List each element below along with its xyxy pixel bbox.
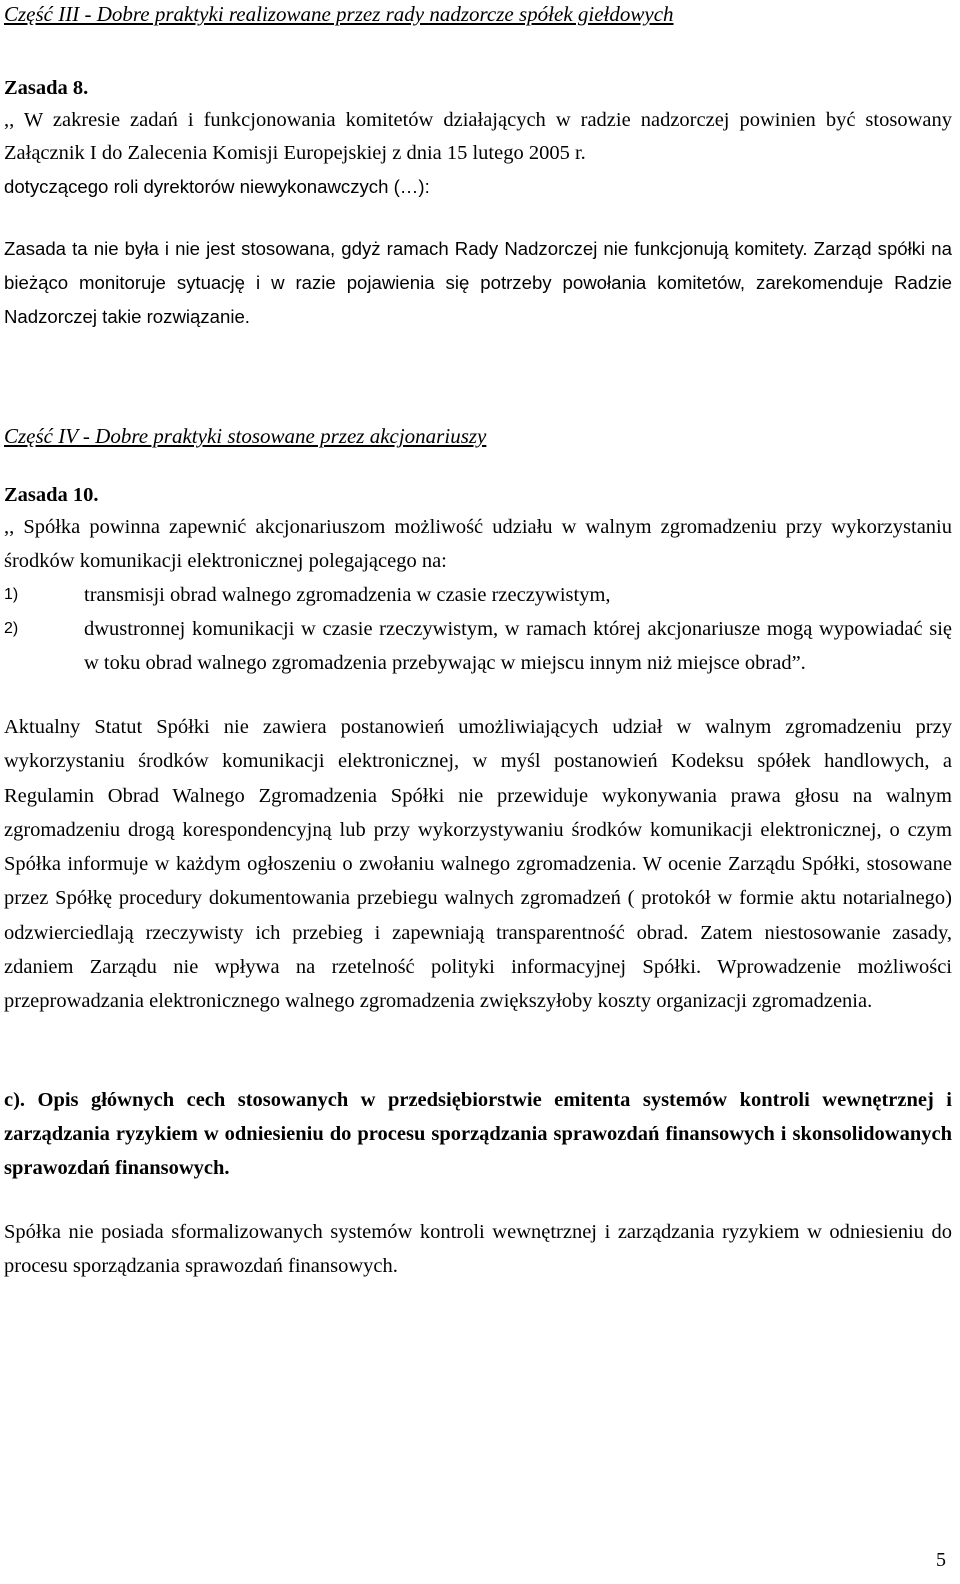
list-item (4, 578, 952, 612)
rule-8-title: Zasada 8. (4, 77, 89, 99)
section-c-heading: c). Opis głównych cech stosowanych w przedsiębiorstwie emitenta systemów kontroli wewnętrznej i zarządzania ryzykiem w odniesieniu do procesu sporządzania sprawozdań finansowych i skonsolidowanych sprawozdań finansowych. (4, 1088, 952, 1179)
rule-10-answer: Aktualny Statut Spółki nie zawiera postanowień umożliwiających udział w walnym zgromadzeniu przy wykorzystaniu środków komunikacji elektronicznej, w myśl postanowień Kodeksu spółek handlowych, a Regulamin Obrad Walnego Zgromadzenia Spółki nie przewiduje wykonywania prawa głosu na walnym zgromadzeniu drogą korespondencyjną lub przy wykorzystywaniu środków komunikacji elektronicznej, o czym Spółka informuje w każdym ogłoszeniu o zwołaniu walnego zgromadzenia. W ocenie Zarządu Spółki, stosowane przez Spółkę procedury dokumentowania przebiegu walnych zgromadzeń ( protokół w formie aktu notarialnego) odzwierciedlają rzeczywisty ich przebieg i zapewniają transparentność obrad. Zatem niestosowanie zasady, zdaniem Zarządu nie wpływa na rzetelność polityki informacyjnej Spółki. Wprowadzenie możliwości przeprowadzania elektronicznego walnego zgromadzenia zwiększyłoby koszty organizacji zgromadzenia. (4, 716, 952, 1013)
rule-10-list (4, 578, 952, 680)
page-number: 5 (936, 1549, 946, 1571)
rule-8-answer-a: Zasada ta nie była i nie jest stosowana, gdyż ramach Rady Nadzorczej nie funkcjonują komitety. (4, 238, 814, 259)
rule-8-answer (4, 232, 952, 334)
list-item (4, 612, 952, 680)
list-item-number: 1) (4, 586, 19, 603)
list-item-number: 2) (4, 620, 19, 637)
rule-8-quote-cont: dotyczącego roli dyrektorów niewykonawczych (…): (4, 176, 430, 197)
rule-8-answer-b: Zarząd spółki na bieżąco monitoruje sytuację i w razie pojawienia się potrzeby powołania komitetów, zarekomenduje Radzie Nadzorczej takie rozwiązanie. (4, 238, 952, 327)
section-4-heading: Część IV - Dobre praktyki stosowane przez akcjonariuszy (4, 424, 487, 448)
list-item-text: transmisji obrad walnego zgromadzenia w czasie rzeczywistym, (84, 584, 611, 606)
rule-10-title: Zasada 10. (4, 484, 99, 506)
document-page (4, 0, 952, 1283)
section-3-heading: Część III - Dobre praktyki realizowane przez rady nadzorcze spółek giełdowych (4, 2, 674, 26)
rule-10-intro: ,, Spółka powinna zapewnić akcjonariuszom możliwość udziału w walnym zgromadzeniu przy wykorzystaniu środków komunikacji elektronicznej polegającego na: (4, 516, 952, 572)
list-item-text: dwustronnej komunikacji w czasie rzeczywistym, w ramach której akcjonariusze mogą wypowiadać się w toku obrad walnego zgromadzenia przebywając w miejscu innym niż miejsce obrad”. (84, 618, 952, 674)
rule-8-quote: ,, W zakresie zadań i funkcjonowania komitetów działających w radzie nadzorczej powinien być stosowany Załącznik I do Zalecenia Komisji Europejskiej z dnia 15 lutego 2005 r. (4, 109, 952, 164)
section-c-text: Spółka nie posiada sformalizowanych systemów kontroli wewnętrznej i zarządzania ryzykiem w odniesieniu do procesu sporządzania sprawozdań finansowych. (4, 1220, 952, 1277)
